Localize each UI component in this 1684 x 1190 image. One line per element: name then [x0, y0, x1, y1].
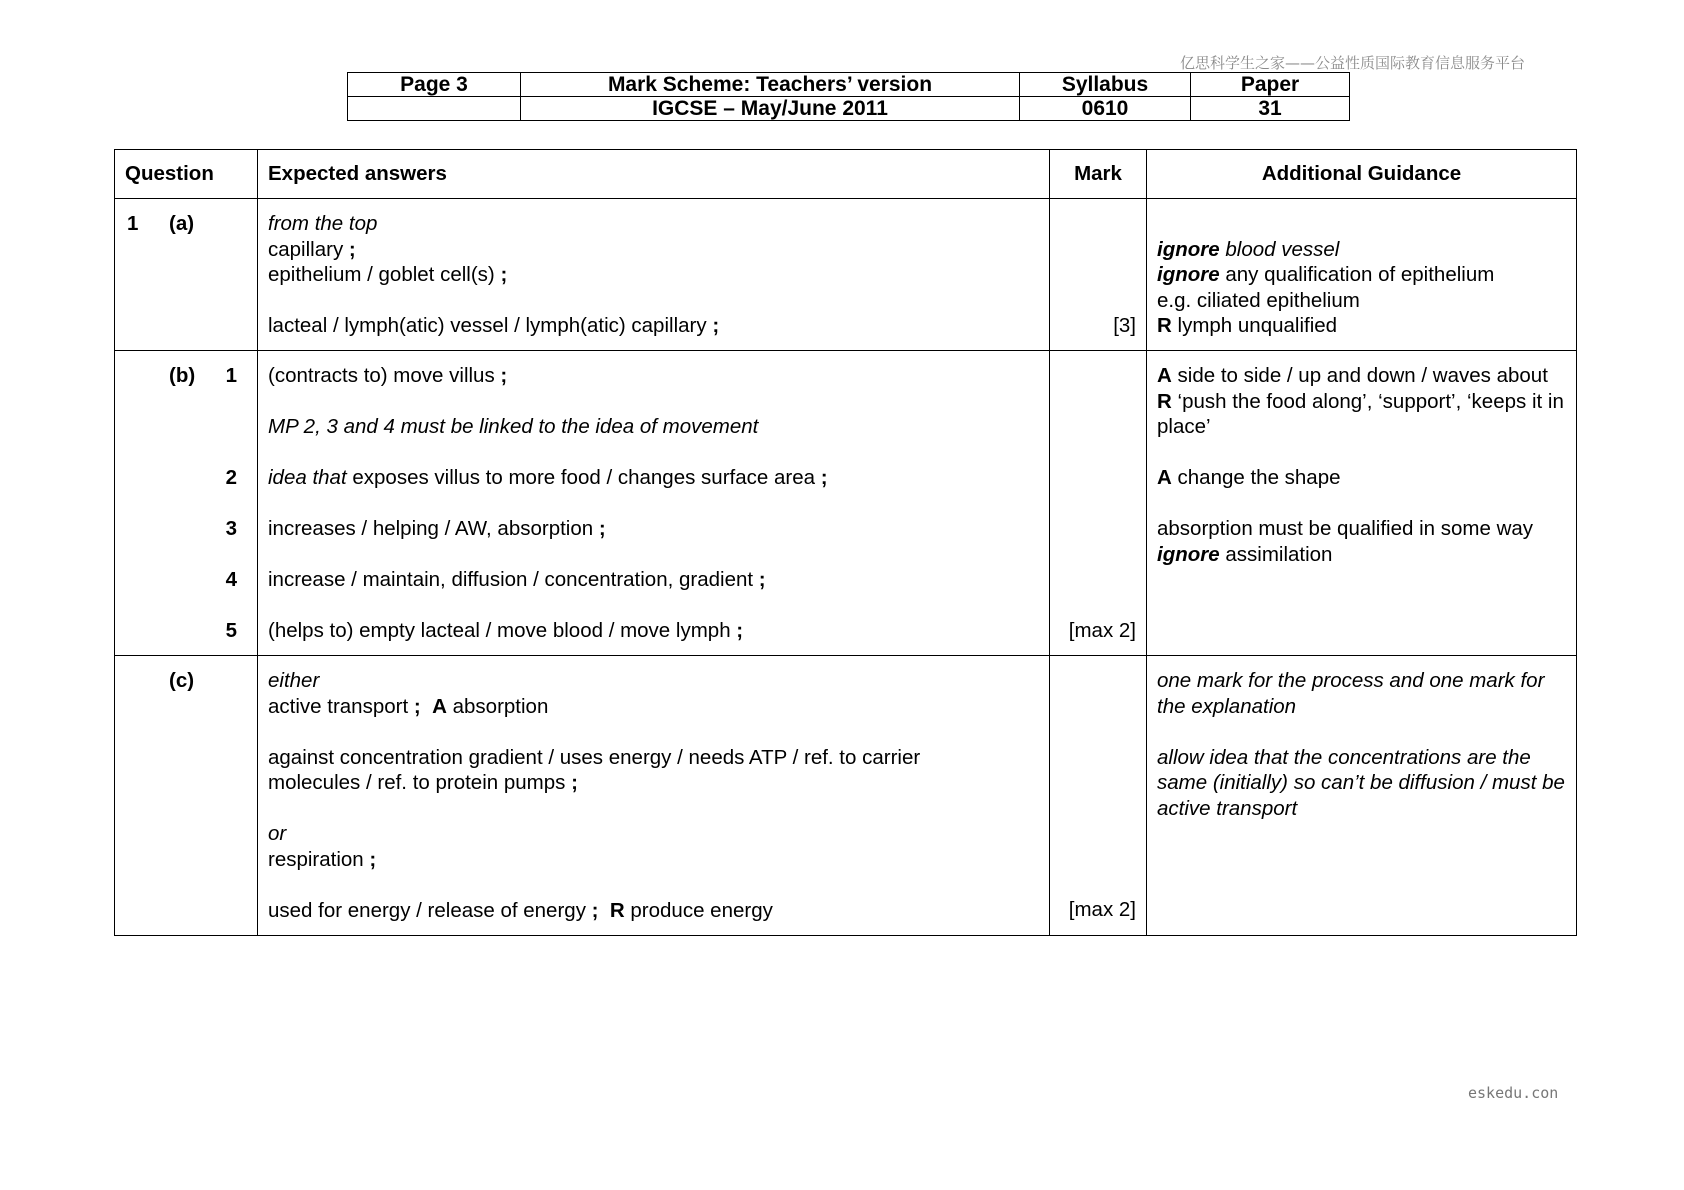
answer-line [268, 363, 1039, 389]
answer-text: respiration [268, 847, 364, 871]
guidance-text: blood vessel [1225, 237, 1340, 261]
mark-point-separator: ; [369, 847, 377, 871]
answer-line [268, 516, 1039, 542]
guidance-keyword: ignore [1157, 263, 1220, 286]
answer-text: used for energy / release of energy [268, 898, 586, 922]
answer-intro: from the top [268, 212, 378, 235]
guidance-text: side to side / up and down / waves about [1177, 364, 1548, 387]
answer-text: increase / maintain, diffusion / concentration, gradient [268, 568, 754, 591]
answer-text: active transport [268, 694, 409, 718]
guidance-text: assimilation [1225, 542, 1333, 566]
syllabus-code: 0610 [1020, 97, 1191, 121]
mark-cell [1050, 199, 1147, 351]
guidance-text: change the shape [1177, 466, 1341, 489]
answer-line [268, 567, 1039, 593]
guidance-text: lymph unqualified [1177, 314, 1338, 337]
column-additional-guidance: Additional Guidance [1147, 150, 1577, 199]
exam-session: IGCSE – May/June 2011 [521, 97, 1020, 121]
mark-value: [max 2] [1068, 619, 1136, 642]
guidance-line: allow idea that the concentrations are the same (initially) so can’t be diffusion / must be active transport [1157, 745, 1565, 820]
marking-point-number: 5 [225, 619, 237, 642]
header-table [347, 72, 1350, 121]
guidance-cell [1147, 351, 1577, 656]
question-number: 1 [127, 212, 139, 235]
guidance-line [1157, 389, 1566, 440]
marking-point-number: 4 [225, 568, 237, 591]
marking-point-number: 2 [225, 466, 237, 489]
answer-text: capillary [268, 237, 344, 261]
mark-point-separator: ; [598, 517, 606, 540]
answer-text: produce energy [630, 898, 773, 922]
answer-line [268, 262, 1039, 288]
mark-point-separator: ; [820, 466, 828, 489]
answer-line [268, 694, 1039, 720]
mark-point-separator: ; [348, 237, 356, 261]
answer-text: lacteal / lymph(atic) vessel / lymph(atic) capillary [268, 314, 707, 337]
syllabus-label: Syllabus [1020, 73, 1191, 97]
answers-cell [258, 656, 1050, 936]
answer-text: (helps to) empty lacteal / move blood / move lymph [268, 619, 731, 642]
mark-point-separator: ; [758, 568, 766, 591]
guidance-keyword: ignore [1157, 542, 1220, 566]
table-row [115, 199, 1577, 351]
table-row [115, 656, 1577, 936]
table-row [115, 351, 1577, 656]
mark-value: [3] [1113, 314, 1136, 337]
watermark-bottom: eskedu.con [1468, 1084, 1559, 1102]
mark-point-separator: ; [736, 619, 744, 642]
answer-alternative-label: either [268, 669, 320, 692]
answer-text: epithelium / goblet cell(s) [268, 263, 495, 286]
guidance-keyword: R [1157, 314, 1172, 337]
guidance-line [1157, 363, 1566, 389]
guidance-line [1157, 465, 1566, 491]
mark-point-separator: ; [500, 263, 508, 286]
guidance-line [1157, 237, 1566, 263]
mark-cell [1050, 351, 1147, 656]
guidance-keyword: ignore [1157, 237, 1220, 261]
answer-text: exposes villus to more food / changes surface area [352, 466, 816, 489]
mark-point-separator: ; [571, 771, 578, 794]
guidance-text: ‘push the food along’, ‘support’, ‘keeps it in place’ [1157, 389, 1564, 438]
answer-text: (contracts to) move villus [268, 364, 495, 387]
column-mark: Mark [1050, 150, 1147, 199]
guidance-line: one mark for the process and one mark for the explanation [1157, 669, 1545, 718]
answer-alternative-label: or [268, 822, 287, 845]
answer-text: absorption [452, 694, 549, 718]
question-part: (a) [169, 212, 195, 235]
watermark-top: 亿思科学生之家——公益性质国际教育信息服务平台 [1180, 54, 1526, 72]
answer-line [268, 745, 1008, 796]
answer-text: increases / helping / AW, absorption [268, 517, 594, 540]
paper-number: 31 [1191, 97, 1350, 121]
guidance-keyword: R [1157, 389, 1172, 413]
table-header-row [115, 150, 1577, 199]
document-title: Mark Scheme: Teachers’ version [521, 73, 1020, 97]
guidance-line [1157, 313, 1566, 339]
mark-scheme-table [114, 149, 1577, 936]
question-part: (c) [169, 669, 195, 692]
question-cell [115, 199, 258, 351]
guidance-line [1157, 542, 1566, 568]
marking-point-number: 3 [225, 517, 237, 540]
guidance-keyword: A [1157, 364, 1172, 387]
answer-line [268, 898, 1039, 924]
guidance-cell [1147, 199, 1577, 351]
question-part: (b) [169, 364, 196, 387]
mark-point-separator: ; [712, 314, 720, 337]
mark-point-separator: ; [591, 898, 599, 922]
guidance-line: absorption must be qualified in some way [1157, 517, 1534, 540]
question-cell [115, 351, 258, 656]
answers-cell [258, 199, 1050, 351]
answer-text: against concentration gradient / uses energy / needs ATP / ref. to carrier molecules / ref. to protein pumps [268, 745, 921, 794]
guidance-line: e.g. ciliated epithelium [1157, 288, 1360, 312]
question-cell [115, 656, 258, 936]
answer-line [268, 618, 1039, 644]
page-label: Page 3 [348, 73, 521, 97]
answer-line [268, 313, 1039, 339]
answer-line [268, 465, 1039, 491]
marking-point-number: 1 [225, 364, 237, 387]
answer-keyword: R [609, 898, 625, 922]
paper-label: Paper [1191, 73, 1350, 97]
answer-keyword: A [432, 694, 447, 718]
answer-line [268, 847, 1039, 873]
mark-point-separator: ; [413, 694, 421, 718]
mark-cell [1050, 656, 1147, 936]
answer-line [268, 237, 1039, 263]
column-expected-answers: Expected answers [258, 150, 1050, 199]
mark-value: [max 2] [1068, 898, 1136, 921]
header-empty-cell [348, 97, 521, 121]
marking-note: MP 2, 3 and 4 must be linked to the idea of movement [268, 415, 759, 438]
answers-cell [258, 351, 1050, 656]
guidance-text: any qualification of epithelium [1225, 263, 1495, 286]
guidance-cell [1147, 656, 1577, 936]
answer-qualifier: idea that [268, 466, 347, 489]
mark-point-separator: ; [500, 364, 508, 387]
guidance-keyword: A [1157, 466, 1172, 489]
guidance-line [1157, 262, 1566, 288]
column-question: Question [115, 150, 258, 199]
